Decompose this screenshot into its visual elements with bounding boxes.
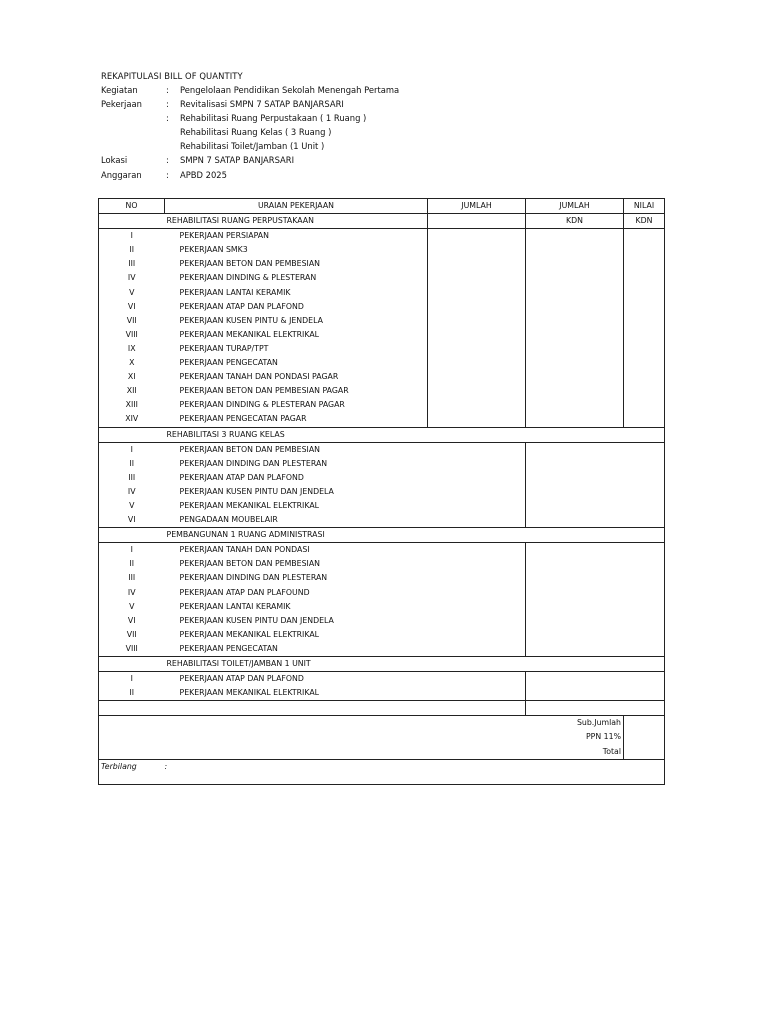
item-description: PEKERJAAN DINDING & PLESTERAN PAGAR (179, 400, 345, 410)
item-blank (428, 485, 526, 499)
item-blank (624, 499, 665, 513)
item-jumlah (428, 370, 526, 384)
item-description: PEKERJAAN ATAP DAN PLAFOND (179, 301, 304, 311)
info-label: Lokasi (101, 155, 128, 165)
item-jumlah (428, 243, 526, 257)
item-description: PENGADAAN MOUBELAIR (179, 515, 278, 525)
item-blank (624, 513, 665, 528)
item-nilai-kdn (624, 398, 665, 412)
item-blank (428, 600, 526, 614)
item-jumlah-kdn (526, 672, 624, 687)
item-jumlah (428, 300, 526, 314)
item-row (99, 243, 665, 257)
item-blank (624, 471, 665, 485)
blank-cell (165, 701, 428, 716)
section-cell (526, 427, 624, 442)
item-blank (624, 485, 665, 499)
item-jumlah-kdn (526, 412, 624, 427)
info-value: Rehabilitasi Ruang Perpustakaan ( 1 Ruang ) (180, 113, 367, 123)
item-description: PEKERJAAN PENGECATAN PAGAR (179, 414, 307, 424)
item-blank (428, 672, 526, 687)
section-cell (428, 528, 526, 543)
item-jumlah-kdn (526, 286, 624, 300)
item-row (99, 229, 665, 244)
item-description: PEKERJAAN TURAP/TPT (179, 343, 269, 353)
summary-label: Total (602, 746, 621, 756)
item-blank (624, 628, 665, 642)
item-description: PEKERJAAN KUSEN PINTU DAN JENDELA (179, 615, 334, 625)
col-header-uraian: URAIAN PEKERJAAN (165, 199, 428, 214)
item-jumlah-kdn (526, 614, 624, 628)
item-row (99, 485, 665, 499)
item-jumlah (428, 314, 526, 328)
info-value: Pengelolaan Pendidikan Sekolah Menengah Pertama (180, 85, 400, 95)
item-jumlah (428, 328, 526, 342)
item-no: VII (99, 314, 165, 328)
item-nilai-kdn (624, 328, 665, 342)
item-no: II (99, 686, 165, 701)
item-no: III (99, 471, 165, 485)
section-no-cell (99, 657, 165, 672)
item-jumlah-kdn (526, 398, 624, 412)
item-blank (624, 614, 665, 628)
section-title: REHABILITASI 3 RUANG KELAS (165, 427, 428, 442)
item-description: PEKERJAAN DINDING DAN PLESTERAN (179, 458, 328, 468)
item-no: VI (99, 300, 165, 314)
item-blank (428, 557, 526, 571)
section-cell (624, 657, 665, 672)
summary-value (624, 730, 665, 744)
item-jumlah-kdn (526, 442, 624, 457)
summary-label: Sub.Jumlah (165, 716, 624, 731)
item-jumlah-kdn (526, 485, 624, 499)
item-no: IV (99, 586, 165, 600)
item-jumlah-kdn (526, 543, 624, 558)
section-row (99, 657, 665, 672)
item-no: VII (99, 628, 165, 642)
item-blank (428, 442, 526, 457)
section-no-cell (99, 528, 165, 543)
terbilang-row (99, 759, 665, 784)
item-jumlah-kdn (526, 384, 624, 398)
item-nilai-kdn (624, 384, 665, 398)
info-colon: : (166, 99, 169, 109)
summary-value (624, 745, 665, 760)
info-value: SMPN 7 SATAP BANJARSARI (180, 155, 295, 165)
item-no: XI (99, 370, 165, 384)
item-no: I (99, 442, 165, 457)
section-title: PEMBANGUNAN 1 RUANG ADMINISTRASI (165, 528, 428, 543)
item-description: PEKERJAAN PENGECATAN (179, 358, 278, 368)
item-jumlah (428, 342, 526, 356)
item-description: PEKERJAAN KUSEN PINTU DAN JENDELA (179, 486, 334, 496)
item-blank (428, 543, 526, 558)
item-no: III (99, 571, 165, 585)
summary-row (99, 716, 665, 731)
item-jumlah (428, 356, 526, 370)
item-description: PEKERJAAN PERSIAPAN (165, 229, 428, 244)
item-row (99, 457, 665, 471)
item-jumlah (428, 286, 526, 300)
section-row (99, 528, 665, 543)
item-blank (428, 499, 526, 513)
item-jumlah-kdn (526, 342, 624, 356)
blank-row (99, 701, 665, 716)
item-description: PEKERJAAN LANTAI KERAMIK (179, 601, 291, 611)
item-row (99, 356, 665, 370)
terbilang-label: Terbilang (99, 759, 165, 784)
item-row (99, 471, 665, 485)
item-no: I (99, 672, 165, 687)
item-description: PEKERJAAN ATAP DAN PLAFOND (179, 472, 304, 482)
item-nilai-kdn (624, 243, 665, 257)
item-blank (624, 586, 665, 600)
item-nilai-kdn (624, 286, 665, 300)
item-description: PEKERJAAN LANTAI KERAMIK (179, 287, 291, 297)
item-blank (624, 642, 665, 657)
item-nilai-kdn (624, 257, 665, 271)
item-nilai-kdn (624, 229, 665, 244)
summary-row (99, 730, 665, 744)
section-cell (526, 657, 624, 672)
item-row (99, 442, 665, 457)
item-blank (428, 642, 526, 657)
item-description: PEKERJAAN MEKANIKAL ELEKTRIKAL (179, 329, 320, 339)
item-blank (428, 614, 526, 628)
section-cell (428, 657, 526, 672)
item-description: PEKERJAAN MEKANIKAL ELEKTRIKAL (179, 629, 320, 639)
item-no: XII (99, 384, 165, 398)
item-blank (624, 457, 665, 471)
item-jumlah-kdn (526, 457, 624, 471)
blank-cell (99, 701, 165, 716)
summary-value (624, 716, 665, 731)
section-row (99, 427, 665, 442)
item-no: II (99, 457, 165, 471)
blank-cell (428, 701, 526, 716)
item-description: PEKERJAAN TANAH DAN PONDASI PAGAR (179, 372, 339, 382)
info-value: APBD 2025 (180, 170, 227, 180)
item-no: VI (99, 513, 165, 528)
summary-label: PPN 11% (585, 732, 621, 742)
section-row (99, 214, 665, 229)
item-description: PEKERJAAN BETON DAN PEMBESIAN (165, 442, 428, 457)
item-jumlah-kdn (526, 328, 624, 342)
item-row (99, 271, 665, 285)
item-description: PEKERJAAN DINDING DAN PLESTERAN (179, 573, 328, 583)
item-jumlah-kdn (526, 271, 624, 285)
item-description: PEKERJAAN MEKANIKAL ELEKTRIKAL (179, 500, 320, 510)
subheader-kdn: KDN (526, 214, 624, 229)
item-row (99, 412, 665, 427)
info-label: Pekerjaan (101, 99, 142, 109)
item-description: PEKERJAAN ATAP DAN PLAFOND (165, 672, 428, 687)
section-cell (624, 528, 665, 543)
item-row (99, 628, 665, 642)
item-jumlah (428, 412, 526, 427)
section-no-cell (99, 214, 165, 229)
section-cell (428, 214, 526, 229)
section-cell (428, 427, 526, 442)
blank-cell (526, 701, 624, 716)
item-row (99, 543, 665, 558)
item-row (99, 398, 665, 412)
item-jumlah (428, 384, 526, 398)
item-no: II (99, 243, 165, 257)
item-blank (624, 442, 665, 457)
section-cell (526, 528, 624, 543)
item-row (99, 257, 665, 271)
item-description: PEKERJAAN BETON DAN PEMBESIAN (179, 259, 320, 269)
info-colon: : (166, 85, 169, 95)
summary-cell (99, 730, 165, 744)
item-no: III (99, 257, 165, 271)
item-row (99, 300, 665, 314)
item-blank (428, 457, 526, 471)
item-jumlah-kdn (526, 370, 624, 384)
item-nilai-kdn (624, 370, 665, 384)
summary-cell (99, 745, 165, 760)
item-no: VIII (99, 642, 165, 657)
item-blank (624, 672, 665, 687)
item-description: PEKERJAAN PENGECATAN (179, 643, 278, 653)
item-no: IX (99, 342, 165, 356)
item-row (99, 370, 665, 384)
item-blank (624, 543, 665, 558)
item-description: PEKERJAAN BETON DAN PEMBESIAN PAGAR (179, 386, 349, 396)
item-row (99, 600, 665, 614)
item-no: VIII (99, 328, 165, 342)
item-row (99, 328, 665, 342)
item-nilai-kdn (624, 356, 665, 370)
subheader-kdn: KDN (624, 214, 665, 229)
item-blank (624, 571, 665, 585)
item-nilai-kdn (624, 300, 665, 314)
item-jumlah-kdn (526, 571, 624, 585)
item-row (99, 571, 665, 585)
terbilang-colon: : (165, 759, 665, 784)
item-row (99, 557, 665, 571)
item-no: VI (99, 614, 165, 628)
item-description: PEKERJAAN SMK3 (179, 245, 248, 255)
item-no: V (99, 600, 165, 614)
item-blank (428, 471, 526, 485)
item-no: IV (99, 271, 165, 285)
item-row (99, 642, 665, 657)
item-jumlah-kdn (526, 586, 624, 600)
item-row (99, 586, 665, 600)
item-row (99, 686, 665, 701)
section-cell (624, 427, 665, 442)
item-no: I (99, 543, 165, 558)
item-no: XIV (99, 412, 165, 427)
item-blank (624, 600, 665, 614)
item-no: X (99, 356, 165, 370)
item-no: IV (99, 485, 165, 499)
item-jumlah (428, 257, 526, 271)
item-jumlah-kdn (526, 499, 624, 513)
info-colon: : (166, 170, 169, 180)
item-jumlah-kdn (526, 229, 624, 244)
item-nilai-kdn (624, 271, 665, 285)
item-row (99, 614, 665, 628)
item-no: I (99, 229, 165, 244)
item-jumlah-kdn (526, 314, 624, 328)
summary-row (99, 745, 665, 760)
info-colon: : (166, 155, 169, 165)
info-label: Kegiatan (101, 85, 138, 95)
item-jumlah-kdn (526, 257, 624, 271)
item-blank (428, 686, 526, 701)
info-label: Anggaran (101, 170, 142, 180)
item-jumlah-kdn (526, 300, 624, 314)
item-row (99, 314, 665, 328)
section-title: REHABILITASI RUANG PERPUSTAKAAN (166, 216, 314, 226)
info-colon: : (166, 113, 169, 123)
item-blank (428, 628, 526, 642)
item-jumlah-kdn (526, 628, 624, 642)
item-description: PEKERJAAN KUSEN PINTU & JENDELA (179, 315, 323, 325)
table-header-row (99, 199, 665, 214)
item-jumlah-kdn (526, 513, 624, 528)
item-description: PEKERJAAN DINDING & PLESTERAN (179, 273, 317, 283)
item-no: V (99, 286, 165, 300)
item-jumlah (428, 229, 526, 244)
col-header-no: NO (99, 199, 165, 214)
item-jumlah-kdn (526, 243, 624, 257)
item-blank (624, 557, 665, 571)
item-jumlah (428, 271, 526, 285)
item-description: PEKERJAAN ATAP DAN PLAFOUND (179, 587, 310, 597)
item-row (99, 342, 665, 356)
item-blank (428, 513, 526, 528)
item-nilai-kdn (624, 342, 665, 356)
item-jumlah-kdn (526, 557, 624, 571)
item-jumlah (428, 398, 526, 412)
item-jumlah-kdn (526, 356, 624, 370)
info-value: Revitalisasi SMPN 7 SATAP BANJARSARI (180, 99, 344, 109)
item-jumlah-kdn (526, 600, 624, 614)
item-description: PEKERJAAN TANAH DAN PONDASI (165, 543, 428, 558)
item-no: II (99, 557, 165, 571)
info-value: Rehabilitasi Toilet/Jamban (1 Unit ) (180, 141, 325, 151)
item-jumlah-kdn (526, 471, 624, 485)
item-jumlah-kdn (526, 686, 624, 701)
col-header-nilai-kdn: NILAI (624, 199, 665, 214)
section-no-cell (99, 427, 165, 442)
summary-cell (99, 716, 165, 731)
col-header-jumlah-kdn: JUMLAH (526, 199, 624, 214)
item-blank (428, 571, 526, 585)
boq-table (98, 198, 665, 785)
item-row (99, 513, 665, 528)
item-no: V (99, 499, 165, 513)
blank-cell (624, 701, 665, 716)
col-header-jumlah: JUMLAH (428, 199, 526, 214)
item-jumlah-kdn (526, 642, 624, 657)
item-row (99, 286, 665, 300)
item-row (99, 384, 665, 398)
info-value: Rehabilitasi Ruang Kelas ( 3 Ruang ) (180, 127, 332, 137)
item-blank (624, 686, 665, 701)
item-row (99, 672, 665, 687)
item-row (99, 499, 665, 513)
section-title: REHABILITASI TOILET/JAMBAN 1 UNIT (165, 657, 428, 672)
item-nilai-kdn (624, 412, 665, 427)
item-nilai-kdn (624, 314, 665, 328)
item-description: PEKERJAAN MEKANIKAL ELEKTRIKAL (179, 688, 320, 698)
item-blank (428, 586, 526, 600)
item-no: XIII (99, 398, 165, 412)
document-title: REKAPITULASI BILL OF QUANTITY (101, 71, 243, 81)
item-description: PEKERJAAN BETON DAN PEMBESIAN (179, 559, 320, 569)
